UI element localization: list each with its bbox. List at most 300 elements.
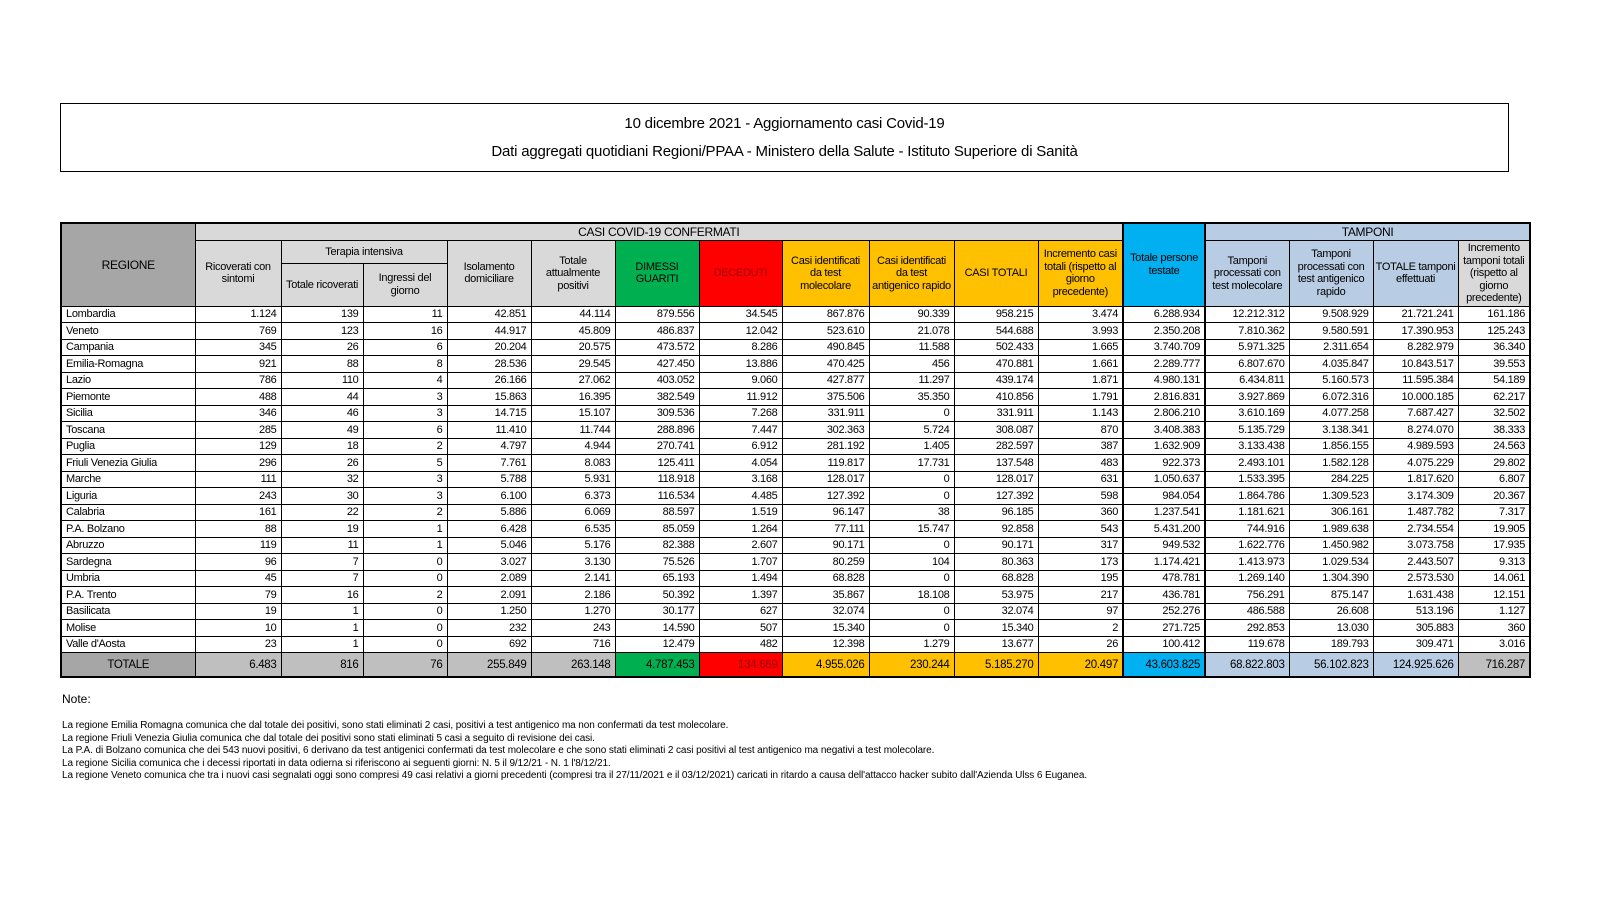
value-cell: 1.279 [869, 636, 954, 653]
value-cell: 9.508.929 [1289, 306, 1373, 323]
value-cell: 1.631.438 [1373, 587, 1458, 604]
value-cell: 217 [1038, 587, 1123, 604]
value-cell: 403.052 [615, 372, 699, 389]
value-cell: 97 [1038, 603, 1123, 620]
value-cell: 5.431.200 [1123, 521, 1205, 538]
value-cell: 100.412 [1123, 636, 1205, 653]
table-row [61, 504, 1530, 521]
value-cell: 6 [363, 422, 447, 439]
table-row [61, 603, 1530, 620]
value-cell: 306.161 [1289, 504, 1373, 521]
value-cell: 5.160.573 [1289, 372, 1373, 389]
value-cell: 26.166 [447, 372, 531, 389]
value-cell: 360 [1458, 620, 1530, 637]
value-cell: 8.083 [531, 455, 615, 472]
value-cell: 0 [363, 570, 447, 587]
value-cell: 128.017 [782, 471, 869, 488]
total-label-cell: TOTALE [61, 653, 195, 678]
value-cell: 5.788 [447, 471, 531, 488]
header-ingressi-giorno: Ingressi del giorno [363, 264, 447, 306]
table-row [61, 405, 1530, 422]
value-cell: 0 [869, 620, 954, 637]
region-cell: Lazio [61, 372, 195, 389]
value-cell: 17.390.953 [1373, 323, 1458, 340]
value-cell: 50.392 [615, 587, 699, 604]
value-cell: 5.046 [447, 537, 531, 554]
value-cell: 21.721.241 [1373, 306, 1458, 323]
region-cell: Abruzzo [61, 537, 195, 554]
value-cell: 387 [1038, 438, 1123, 455]
value-cell: 128.017 [954, 471, 1038, 488]
value-cell: 4.054 [699, 455, 782, 472]
value-cell: 44.114 [531, 306, 615, 323]
value-cell: 80.363 [954, 554, 1038, 571]
region-cell: Campania [61, 339, 195, 356]
value-cell: 29.802 [1458, 455, 1530, 472]
value-cell: 631 [1038, 471, 1123, 488]
table-row [61, 372, 1530, 389]
total-value-cell: 43.603.825 [1123, 653, 1205, 678]
value-cell: 6.535 [531, 521, 615, 538]
value-cell: 2.816.831 [1123, 389, 1205, 406]
total-value-cell: 68.822.803 [1205, 653, 1289, 678]
value-cell: 129 [195, 438, 281, 455]
value-cell: 32.074 [782, 603, 869, 620]
value-cell: 879.556 [615, 306, 699, 323]
value-cell: 1.871 [1038, 372, 1123, 389]
value-cell: 65.193 [615, 570, 699, 587]
value-cell: 1.309.523 [1289, 488, 1373, 505]
value-cell: 26 [281, 339, 363, 356]
table-row [61, 587, 1530, 604]
value-cell: 42.851 [447, 306, 531, 323]
note-line: La regione Emilia Romagna comunica che dal totale dei positivi, sono stati eliminati 2 casi, positivi a test antigenico ma non confermati da test molecolare. [62, 720, 729, 731]
value-cell: 11.410 [447, 422, 531, 439]
value-cell: 2 [363, 438, 447, 455]
value-cell: 2.573.530 [1373, 570, 1458, 587]
header-deceduti: DECEDUTI [699, 241, 782, 307]
value-cell: 7.317 [1458, 504, 1530, 521]
value-cell: 12.479 [615, 636, 699, 653]
value-cell: 119.678 [1205, 636, 1289, 653]
value-cell: 75.526 [615, 554, 699, 571]
value-cell: 36.340 [1458, 339, 1530, 356]
value-cell: 125.411 [615, 455, 699, 472]
value-cell: 3 [363, 471, 447, 488]
value-cell: 922.373 [1123, 455, 1205, 472]
value-cell: 32.502 [1458, 405, 1530, 422]
header-tamponi-band: TAMPONI [1205, 223, 1530, 241]
value-cell: 232 [447, 620, 531, 637]
value-cell: 11.744 [531, 422, 615, 439]
value-cell: 3.133.438 [1205, 438, 1289, 455]
total-value-cell: 230.244 [869, 653, 954, 678]
total-row [61, 653, 1530, 678]
header-isolamento-domiciliare: Isolamento domiciliare [447, 241, 531, 307]
value-cell: 111 [195, 471, 281, 488]
region-cell: Friuli Venezia Giulia [61, 455, 195, 472]
value-cell: 26 [281, 455, 363, 472]
value-cell: 8.286 [699, 339, 782, 356]
region-cell: Umbria [61, 570, 195, 587]
value-cell: 3.073.758 [1373, 537, 1458, 554]
value-cell: 119.817 [782, 455, 869, 472]
value-cell: 16.395 [531, 389, 615, 406]
value-cell: 3.174.309 [1373, 488, 1458, 505]
value-cell: 19 [195, 603, 281, 620]
value-cell: 7.761 [447, 455, 531, 472]
value-cell: 104 [869, 554, 954, 571]
value-cell: 38 [869, 504, 954, 521]
value-cell: 7.447 [699, 422, 782, 439]
value-cell: 139 [281, 306, 363, 323]
value-cell: 127.392 [954, 488, 1038, 505]
total-value-cell: 134.669 [699, 653, 782, 678]
value-cell: 5.886 [447, 504, 531, 521]
value-cell: 68.828 [782, 570, 869, 587]
value-cell: 2.311.654 [1289, 339, 1373, 356]
report-title-box [60, 103, 1509, 172]
value-cell: 24.563 [1458, 438, 1530, 455]
value-cell: 439.174 [954, 372, 1038, 389]
header-ricoverati-sintomi: Ricoverati con sintomi [195, 241, 281, 307]
region-cell: Sardegna [61, 554, 195, 571]
value-cell: 118.918 [615, 471, 699, 488]
table-row [61, 521, 1530, 538]
value-cell: 34.545 [699, 306, 782, 323]
value-cell: 1.864.786 [1205, 488, 1289, 505]
value-cell: 6.072.316 [1289, 389, 1373, 406]
value-cell: 4.075.229 [1373, 455, 1458, 472]
value-cell: 23 [195, 636, 281, 653]
value-cell: 30.177 [615, 603, 699, 620]
value-cell: 80.259 [782, 554, 869, 571]
value-cell: 6.428 [447, 521, 531, 538]
value-cell: 302.363 [782, 422, 869, 439]
value-cell: 473.572 [615, 339, 699, 356]
region-cell: Marche [61, 471, 195, 488]
value-cell: 513.196 [1373, 603, 1458, 620]
value-cell: 271.725 [1123, 620, 1205, 637]
value-cell: 11 [281, 537, 363, 554]
value-cell: 45.809 [531, 323, 615, 340]
value-cell: 331.911 [782, 405, 869, 422]
total-value-cell: 20.497 [1038, 653, 1123, 678]
table-row [61, 339, 1530, 356]
value-cell: 15.747 [869, 521, 954, 538]
value-cell: 46 [281, 405, 363, 422]
region-cell: P.A. Trento [61, 587, 195, 604]
value-cell: 6.807 [1458, 471, 1530, 488]
value-cell: 470.881 [954, 356, 1038, 373]
value-cell: 20.575 [531, 339, 615, 356]
value-cell: 5.176 [531, 537, 615, 554]
value-cell: 1.487.782 [1373, 504, 1458, 521]
value-cell: 90.171 [782, 537, 869, 554]
value-cell: 10 [195, 620, 281, 637]
notes-section [62, 692, 1522, 783]
value-cell: 125.243 [1458, 323, 1530, 340]
value-cell: 544.688 [954, 323, 1038, 340]
value-cell: 16 [363, 323, 447, 340]
value-cell: 77.111 [782, 521, 869, 538]
report-title-line1: 10 dicembre 2021 - Aggiornamento casi Covid-19 [624, 115, 945, 132]
value-cell: 29.545 [531, 356, 615, 373]
value-cell: 3.130 [531, 554, 615, 571]
value-cell: 0 [869, 471, 954, 488]
table-row [61, 488, 1530, 505]
value-cell: 13.030 [1289, 620, 1373, 637]
value-cell: 16 [281, 587, 363, 604]
value-cell: 427.450 [615, 356, 699, 373]
value-cell: 90.171 [954, 537, 1038, 554]
total-value-cell: 4.787.453 [615, 653, 699, 678]
value-cell: 543 [1038, 521, 1123, 538]
value-cell: 6.100 [447, 488, 531, 505]
table-row [61, 323, 1530, 340]
note-line: La regione Friuli Venezia Giulia comunica che dal totale dei positivi sono stati eliminati 5 casi a seguito di revisione dei casi. [62, 732, 595, 744]
value-cell: 1.533.395 [1205, 471, 1289, 488]
value-cell: 161 [195, 504, 281, 521]
value-cell: 15.340 [782, 620, 869, 637]
value-cell: 26 [1038, 636, 1123, 653]
region-cell: Liguria [61, 488, 195, 505]
value-cell: 119 [195, 537, 281, 554]
value-cell: 2 [363, 504, 447, 521]
total-value-cell: 255.849 [447, 653, 531, 678]
value-cell: 7 [281, 554, 363, 571]
table-row [61, 636, 1530, 653]
total-value-cell: 5.185.270 [954, 653, 1038, 678]
value-cell: 3 [363, 389, 447, 406]
value-cell: 958.215 [954, 306, 1038, 323]
value-cell: 5.931 [531, 471, 615, 488]
value-cell: 0 [869, 488, 954, 505]
total-value-cell: 263.148 [531, 653, 615, 678]
value-cell: 1.174.421 [1123, 554, 1205, 571]
header-totale-ricoverati: Totale ricoverati [281, 264, 363, 306]
value-cell: 11 [363, 306, 447, 323]
value-cell: 20.204 [447, 339, 531, 356]
value-cell: 53.975 [954, 587, 1038, 604]
value-cell: 3.740.709 [1123, 339, 1205, 356]
header-totale-tamponi: TOTALE tamponi effettuati [1373, 241, 1458, 307]
header-totale-positivi: Totale attualmente positivi [531, 241, 615, 307]
covid-data-table [60, 222, 1531, 678]
value-cell: 68.828 [954, 570, 1038, 587]
value-cell: 8.282.979 [1373, 339, 1458, 356]
value-cell: 17.935 [1458, 537, 1530, 554]
table-row [61, 438, 1530, 455]
value-cell: 1.582.128 [1289, 455, 1373, 472]
value-cell: 309.471 [1373, 636, 1458, 653]
region-cell: Valle d'Aosta [61, 636, 195, 653]
value-cell: 18 [281, 438, 363, 455]
value-cell: 30 [281, 488, 363, 505]
value-cell: 5 [363, 455, 447, 472]
value-cell: 19 [281, 521, 363, 538]
value-cell: 949.532 [1123, 537, 1205, 554]
value-cell: 288.896 [615, 422, 699, 439]
value-cell: 27.062 [531, 372, 615, 389]
header-dimessi-guariti: DIMESSI GUARITI [615, 241, 699, 307]
value-cell: 486.588 [1205, 603, 1289, 620]
value-cell: 281.192 [782, 438, 869, 455]
value-cell: 346 [195, 405, 281, 422]
value-cell: 507 [699, 620, 782, 637]
value-cell: 2.091 [447, 587, 531, 604]
total-value-cell: 4.955.026 [782, 653, 869, 678]
value-cell: 45 [195, 570, 281, 587]
value-cell: 1.405 [869, 438, 954, 455]
region-cell: Emilia-Romagna [61, 356, 195, 373]
value-cell: 2.186 [531, 587, 615, 604]
value-cell: 96.185 [954, 504, 1038, 521]
region-cell: Puglia [61, 438, 195, 455]
value-cell: 12.398 [782, 636, 869, 653]
value-cell: 88 [195, 521, 281, 538]
header-incremento-tamponi: Incremento tamponi totali (rispetto al giorno precedente) [1458, 241, 1530, 307]
value-cell: 692 [447, 636, 531, 653]
region-cell: Piemonte [61, 389, 195, 406]
value-cell: 13.886 [699, 356, 782, 373]
header-tamponi-molecolare: Tamponi processati con test molecolare [1205, 241, 1289, 307]
value-cell: 252.276 [1123, 603, 1205, 620]
value-cell: 6.373 [531, 488, 615, 505]
report-title-line2: Dati aggregati quotidiani Regioni/PPAA - Ministero della Salute - Istituto Superiore di Sanità [491, 143, 1078, 160]
table-row [61, 537, 1530, 554]
table-row [61, 422, 1530, 439]
value-cell: 4.944 [531, 438, 615, 455]
value-cell: 26.608 [1289, 603, 1373, 620]
value-cell: 3.610.169 [1205, 405, 1289, 422]
header-persone-testate: Totale persone testate [1123, 223, 1205, 306]
value-cell: 19.905 [1458, 521, 1530, 538]
table-body [61, 306, 1530, 677]
value-cell: 11.595.384 [1373, 372, 1458, 389]
value-cell: 2.734.554 [1373, 521, 1458, 538]
value-cell: 921 [195, 356, 281, 373]
value-cell: 137.548 [954, 455, 1038, 472]
value-cell: 1.494 [699, 570, 782, 587]
value-cell: 12.212.312 [1205, 306, 1289, 323]
value-cell: 20.367 [1458, 488, 1530, 505]
value-cell: 243 [531, 620, 615, 637]
value-cell: 44 [281, 389, 363, 406]
value-cell: 3.138.341 [1289, 422, 1373, 439]
value-cell: 870 [1038, 422, 1123, 439]
value-cell: 1.791 [1038, 389, 1123, 406]
value-cell: 2.289.777 [1123, 356, 1205, 373]
value-cell: 1.413.973 [1205, 554, 1289, 571]
table-row [61, 306, 1530, 323]
value-cell: 116.534 [615, 488, 699, 505]
value-cell: 22 [281, 504, 363, 521]
value-cell: 3 [363, 488, 447, 505]
value-cell: 88 [281, 356, 363, 373]
value-cell: 1.270 [531, 603, 615, 620]
value-cell: 345 [195, 339, 281, 356]
value-cell: 375.506 [782, 389, 869, 406]
value-cell: 3.408.383 [1123, 422, 1205, 439]
region-cell: Molise [61, 620, 195, 637]
value-cell: 4.797 [447, 438, 531, 455]
value-cell: 62.217 [1458, 389, 1530, 406]
value-cell: 18.108 [869, 587, 954, 604]
value-cell: 79 [195, 587, 281, 604]
value-cell: 331.911 [954, 405, 1038, 422]
value-cell: 456 [869, 356, 954, 373]
value-cell: 6.434.811 [1205, 372, 1289, 389]
value-cell: 382.549 [615, 389, 699, 406]
value-cell: 6 [363, 339, 447, 356]
value-cell: 8.274.070 [1373, 422, 1458, 439]
total-value-cell: 6.483 [195, 653, 281, 678]
value-cell: 3 [363, 405, 447, 422]
value-cell: 984.054 [1123, 488, 1205, 505]
value-cell: 0 [363, 636, 447, 653]
value-cell: 11.912 [699, 389, 782, 406]
value-cell: 1 [281, 603, 363, 620]
value-cell: 1.269.140 [1205, 570, 1289, 587]
value-cell: 0 [363, 603, 447, 620]
value-cell: 2 [1038, 620, 1123, 637]
value-cell: 1 [281, 620, 363, 637]
value-cell: 309.536 [615, 405, 699, 422]
region-cell: P.A. Bolzano [61, 521, 195, 538]
value-cell: 2.806.210 [1123, 405, 1205, 422]
value-cell: 523.610 [782, 323, 869, 340]
value-cell: 88.597 [615, 504, 699, 521]
value-cell: 1.856.155 [1289, 438, 1373, 455]
value-cell: 875.147 [1289, 587, 1373, 604]
value-cell: 1.143 [1038, 405, 1123, 422]
table-row [61, 471, 1530, 488]
value-cell: 49 [281, 422, 363, 439]
value-cell: 10.000.185 [1373, 389, 1458, 406]
header-casi-molecolare: Casi identificati da test molecolare [782, 241, 869, 307]
value-cell: 1.264 [699, 521, 782, 538]
table-header [61, 223, 1530, 306]
value-cell: 756.291 [1205, 587, 1289, 604]
header-tamponi-antigenico: Tamponi processati con test antigenico rapido [1289, 241, 1373, 307]
value-cell: 2 [363, 587, 447, 604]
value-cell: 6.807.670 [1205, 356, 1289, 373]
value-cell: 3.168 [699, 471, 782, 488]
value-cell: 85.059 [615, 521, 699, 538]
value-cell: 3.993 [1038, 323, 1123, 340]
value-cell: 92.858 [954, 521, 1038, 538]
value-cell: 2.350.208 [1123, 323, 1205, 340]
value-cell: 0 [869, 405, 954, 422]
value-cell: 502.433 [954, 339, 1038, 356]
value-cell: 82.388 [615, 537, 699, 554]
value-cell: 1.519 [699, 504, 782, 521]
total-value-cell: 56.102.823 [1289, 653, 1373, 678]
value-cell: 110 [281, 372, 363, 389]
value-cell: 9.060 [699, 372, 782, 389]
table-row [61, 356, 1530, 373]
value-cell: 123 [281, 323, 363, 340]
value-cell: 482 [699, 636, 782, 653]
note-line: La regione Veneto comunica che tra i nuovi casi segnalati oggi sono compresi 49 casi relativi a giorni precedenti (compresi tra il 27/11/2021 e il 03/12/2021) caricati in ritardo a causa dell'attacco hacker subito dall'Azienda Ulss 6 Euganea. [62, 770, 1088, 782]
value-cell: 2.141 [531, 570, 615, 587]
value-cell: 6.069 [531, 504, 615, 521]
value-cell: 1.450.982 [1289, 537, 1373, 554]
value-cell: 598 [1038, 488, 1123, 505]
value-cell: 427.877 [782, 372, 869, 389]
value-cell: 1.707 [699, 554, 782, 571]
